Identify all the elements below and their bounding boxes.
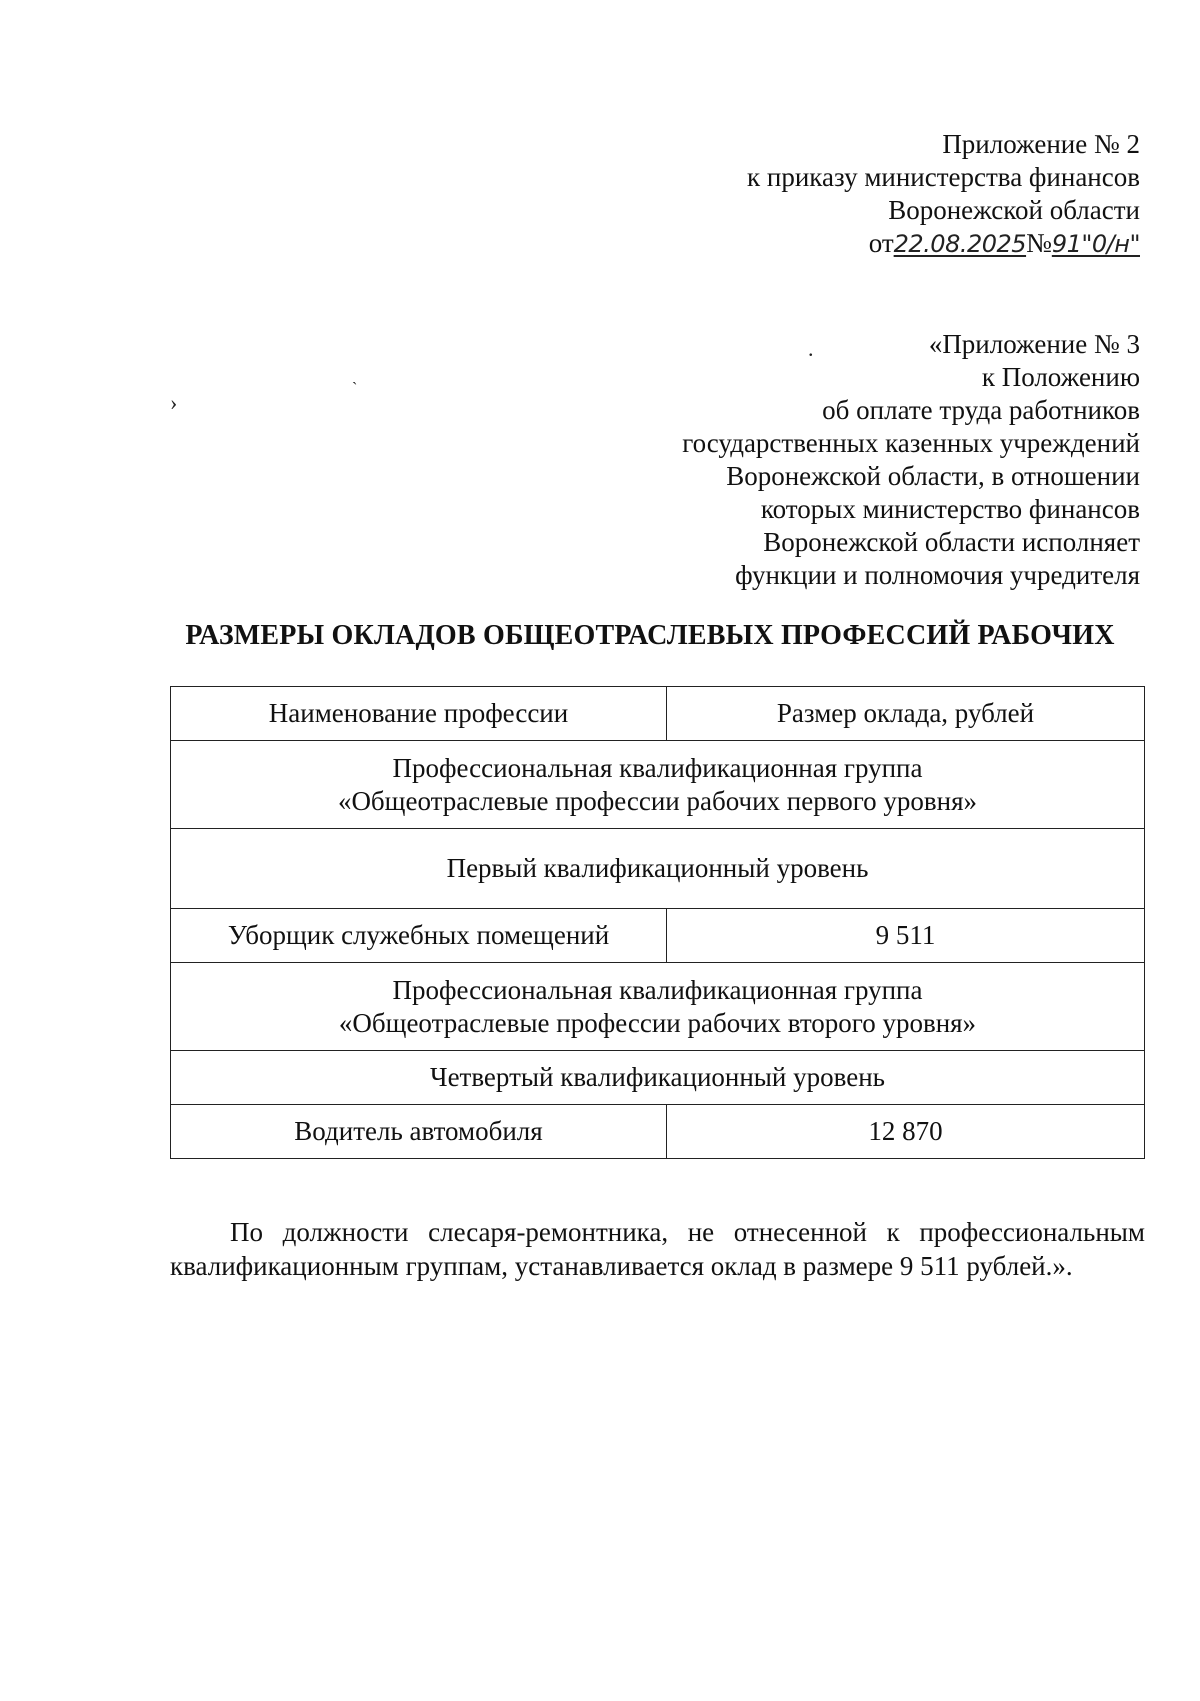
level-cell: Четвертый квалификационный уровень bbox=[171, 1051, 1145, 1105]
footnote-paragraph: По должности слесаря-ремонтника, не отнесенной к профессиональным квалификационным группам, устанавливается оклад в размере 9 511 рублей.». bbox=[170, 1217, 1145, 1281]
group-row bbox=[171, 741, 1145, 829]
table-header-row bbox=[171, 687, 1145, 741]
salary-table bbox=[170, 686, 1145, 1159]
stray-comma-mark: › bbox=[170, 390, 178, 415]
annex-line: «Приложение № 3 bbox=[928, 329, 1140, 359]
group-row bbox=[171, 963, 1145, 1051]
level-cell: Первый квалификационный уровень bbox=[171, 829, 1145, 909]
attachment-title: Приложение № 2 bbox=[942, 129, 1140, 159]
salary-cell: 9 511 bbox=[667, 909, 1145, 963]
attachment-date-number-line bbox=[747, 227, 1140, 261]
annex-line: государственных казенных учреждений bbox=[682, 428, 1140, 458]
date-prefix: от bbox=[868, 228, 894, 258]
annex-line: функции и полномочия учредителя bbox=[735, 560, 1140, 590]
attachment-region: Воронежской области bbox=[888, 195, 1140, 225]
table-row bbox=[171, 909, 1145, 963]
attachment-header bbox=[747, 128, 1140, 261]
annex-line: к Положению bbox=[981, 362, 1140, 392]
group-title: Профессиональная квалификационная группа bbox=[392, 752, 923, 783]
salary-cell: 12 870 bbox=[667, 1105, 1145, 1159]
annex-line: Воронежской области, в отношении bbox=[726, 461, 1140, 491]
level-row bbox=[171, 1051, 1145, 1105]
profession-cell: Водитель автомобиля bbox=[171, 1105, 667, 1159]
stray-tick-mark: ` bbox=[352, 380, 358, 397]
header-salary: Размер оклада, рублей bbox=[667, 687, 1145, 741]
stray-dot-mark: . bbox=[808, 336, 814, 361]
group-cell bbox=[171, 963, 1145, 1051]
group-title: Профессиональная квалификационная группа bbox=[392, 974, 923, 1005]
attachment-order-ref: к приказу министерства финансов bbox=[747, 162, 1140, 192]
header-profession: Наименование профессии bbox=[171, 687, 667, 741]
annex-line: об оплате труда работников bbox=[822, 395, 1140, 425]
handwritten-date: 22.08.2025 bbox=[893, 230, 1027, 258]
number-prefix: № bbox=[1026, 228, 1052, 258]
group-name: «Общеотраслевые профессии рабочих первого уровня» bbox=[337, 785, 978, 816]
annex-line: Воронежской области исполняет bbox=[763, 527, 1140, 557]
group-cell bbox=[171, 741, 1145, 829]
profession-cell: Уборщик служебных помещений bbox=[171, 909, 667, 963]
annex-header bbox=[682, 328, 1140, 592]
group-name: «Общеотраслевые профессии рабочих второго уровня» bbox=[338, 1007, 977, 1038]
table-row bbox=[171, 1105, 1145, 1159]
annex-line: которых министерство финансов bbox=[760, 494, 1140, 524]
handwritten-number: 91"0/н" bbox=[1051, 230, 1140, 258]
document-title: РАЗМЕРЫ ОКЛАДОВ ОБЩЕОТРАСЛЕВЫХ ПРОФЕССИЙ РАБОЧИХ bbox=[185, 620, 1115, 651]
level-row bbox=[171, 829, 1145, 909]
